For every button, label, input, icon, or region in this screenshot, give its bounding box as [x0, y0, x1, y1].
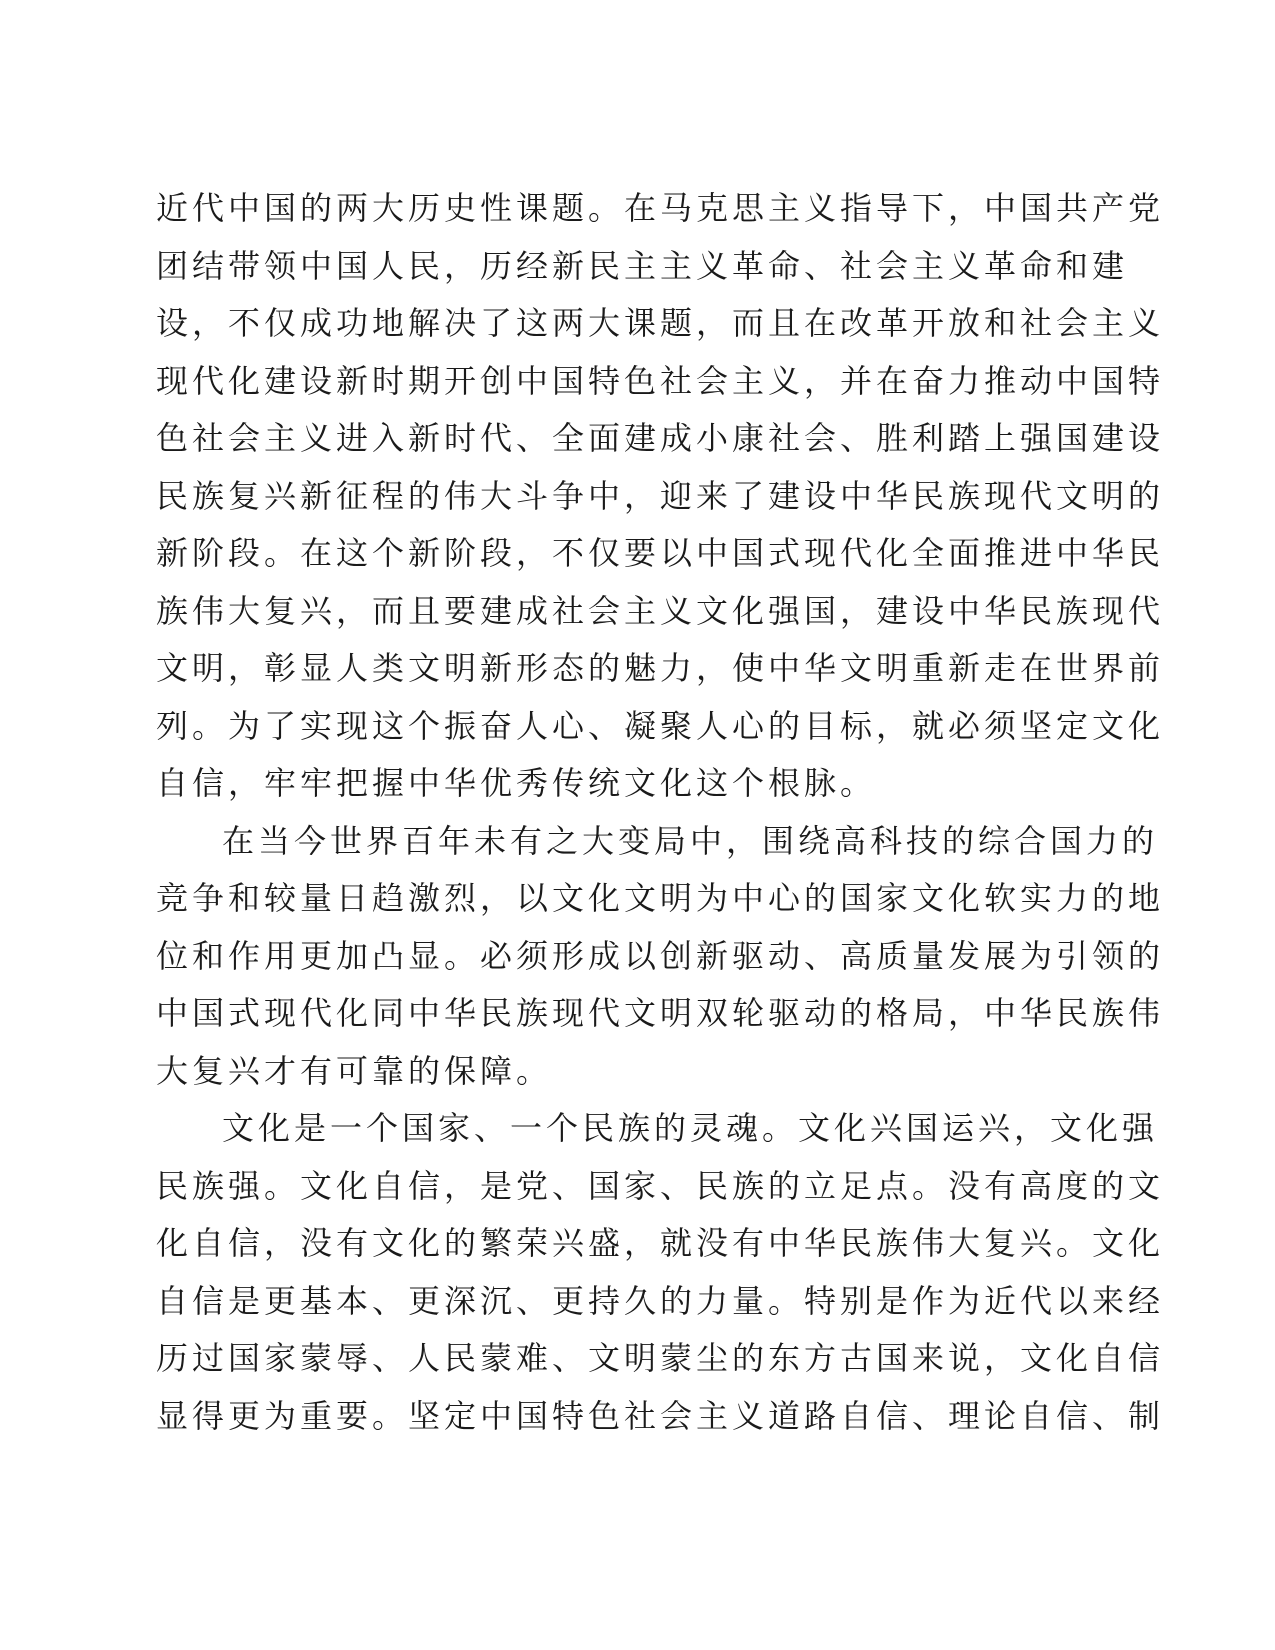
text-line: 自信是更基本、更深沉、更持久的力量。特别是作为近代以来经 [156, 1281, 1165, 1320]
text-line: 色社会主义进入新时代、全面建成小康社会、胜利踏上强国建设 [156, 419, 1165, 457]
paragraph-first-line: 文化是一个国家、一个民族的灵魂。文化兴国运兴，文化强 [222, 1109, 1159, 1147]
text-line: 竞争和较量日趋激烈，以文化文明为中心的国家文化软实力的地 [156, 879, 1165, 917]
text-line: 新阶段。在这个新阶段，不仅要以中国式现代化全面推进中华民 [156, 534, 1165, 572]
text-line: 文明，彰显人类文明新形态的魅力，使中华文明重新走在世界前 [156, 649, 1165, 687]
text-line: 中国式现代化同中华民族现代文明双轮驱动的格局，中华民族伟 [156, 994, 1165, 1032]
text-line: 列。为了实现这个振奋人心、凝聚人心的目标，就必须坚定文化 [156, 706, 1165, 745]
text-line: 族伟大复兴，而且要建成社会主义文化强国，建设中华民族现代 [156, 591, 1165, 630]
text-line: 化自信，没有文化的繁荣兴盛，就没有中华民族伟大复兴。文化 [156, 1224, 1165, 1262]
text-line: 现代化建设新时期开创中国特色社会主义，并在奋力推动中国特 [156, 361, 1165, 400]
text-line: 显得更为重要。坚定中国特色社会主义道路自信、理论自信、制 [156, 1396, 1165, 1435]
text-line: 历过国家蒙辱、人民蒙难、文明蒙尘的东方古国来说，文化自信 [156, 1339, 1165, 1377]
text-line: 团结带领中国人民，历经新民主主义革命、社会主义革命和建 [156, 246, 1129, 285]
paragraph-first-line: 在当今世界百年未有之大变局中，围绕高科技的综合国力的 [222, 821, 1159, 860]
text-line: 近代中国的两大历史性课题。在马克思主义指导下，中国共产党 [156, 189, 1165, 227]
text-line: 大复兴才有可靠的保障。 [156, 1051, 553, 1090]
text-line: 位和作用更加凸显。必须形成以创新驱动、高质量发展为引领的 [156, 936, 1165, 975]
text-line: 设，不仅成功地解决了这两大课题，而且在改革开放和社会主义 [156, 304, 1165, 342]
text-line: 民族强。文化自信，是党、国家、民族的立足点。没有高度的文 [156, 1166, 1165, 1205]
body-text [156, 180, 1165, 1445]
text-line: 民族复兴新征程的伟大斗争中，迎来了建设中华民族现代文明的 [156, 476, 1165, 515]
text-line: 自信，牢牢把握中华优秀传统文化这个根脉。 [156, 764, 877, 802]
